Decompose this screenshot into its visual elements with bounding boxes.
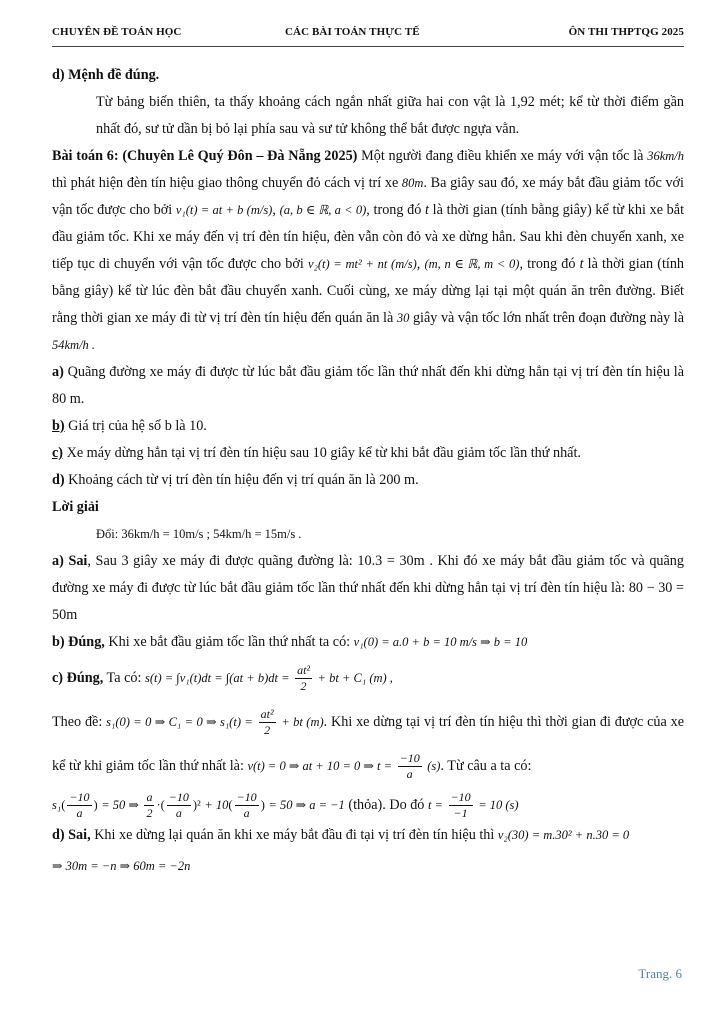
solution-theo: Theo đề: s₁(0) = 0 ⇒ C₁ = 0 ⇒ s₁(t) = $\frac{\text{at²}}{2}$ + bt (m). Khi xe dừng tại vị trí đèn tín hiệu thì thời gian đi được của xe kể từ khi giảm tốc lần thứ nhất là: v(t) = 0 ⇒ at + 10 = 0 ⇒ t = $\frac{-10}{a}$ (s). Từ câu a ta có: [52, 707, 685, 782]
header-left: CHUYÊN ĐỀ TOÁN HỌC [52, 26, 182, 38]
problem-title: Bài toán 6: (Chuyên Lê Quý Đôn – Đà Nẵng 2025) [52, 148, 358, 164]
solution-b: b) Đúng, Khi xe bắt đầu giảm tốc lần thứ nhất ta có: v₁(0) = a.0 + b = 10 m/s ⇒ b = 10 [52, 634, 528, 650]
page-content [52, 62, 684, 883]
problem-statement: Bài toán 6: (Chuyên Lê Quý Đôn – Đà Nẵng 2025) Một người đang điều khiển xe máy với vận tốc là 36km/h thì phát hiện đèn tín hiệu giao thông chuyển đỏ cách vị trí xe 80m. Ba giây sau đó, xe máy bắt đầu giảm tốc với vận tốc được cho bởi v₁(t) = at + b (m/s), (a, b ∈ ℝ, a < 0), trong đó t là thời gian (tính bằng giây) kể từ khi xe bắt đầu giảm tốc. Khi xe máy đến vị trí đèn tín hiệu, đèn vẫn còn đỏ và xe dừng hẳn. Sau khi đèn chuyển xanh, xe tiếp tục di chuyển với vận tốc được cho bởi v₂(t) = mt² + nt (m/s), (m, n ∈ ℝ, m < 0), trong đó t là thời gian (tính bằng giây) kể từ lúc đèn bắt đầu chuyển xanh. Cuối cùng, xe máy dừng lại tại một quán ăn trên đường. Biết rằng thời gian xe máy đi từ vị trí đèn tín hiệu đến quán ăn là 30 giây và vận tốc lớn nhất trên đoạn đường này là 54km/h . [52, 148, 685, 352]
option-c: c) Xe máy dừng hẳn tại vị trí đèn tín hiệu sau 10 giây kể từ khi bắt đầu giảm tốc lần thứ nhất. [52, 445, 581, 461]
solution-d: d) Sai, Khi xe dừng lại quán ăn khi xe máy bắt đầu đi tại vị trí đèn tín hiệu thì v₂(30) = m.30² + n.30 = 0 [52, 827, 630, 843]
header-center: CÁC BÀI TOÁN THỰC TẾ [285, 26, 420, 38]
prev-label: d) Mệnh đề đúng. [52, 67, 160, 83]
option-b: b) Giá trị của hệ số b là 10. [52, 418, 207, 434]
option-a: a) Quãng đường xe máy đi được từ lúc bắt đầu giảm tốc lần thứ nhất đến khi dừng hẳn tại vị trí đèn tín hiệu là 80 m. [52, 364, 685, 407]
option-d: d) Khoảng cách từ vị trí đèn tín hiệu đến vị trí quán ăn là 200 m. [52, 472, 419, 488]
page-header [52, 26, 684, 42]
solution-convert: Đổi: 36km/h = 10m/s ; 54km/h = 15m/s . [96, 527, 302, 541]
page-number: Trang. 6 [638, 966, 682, 981]
solution-d-math: ⇒ 30m = −n ⇒ 60m = −2n [52, 859, 191, 873]
solution-a: a) Sai, Sau 3 giây xe máy đi được quãng đường là: 10.3 = 30m . Khi đó xe máy bắt đầu giảm tốc và quãng đường xe máy đi được từ lúc bắt đầu giảm tốc lần thứ nhất đến khi dừng hẳn tại vị trí đèn tín hiệu là: 80 − 30 = 50m [52, 553, 684, 623]
solution-c: c) Đúng, Ta có: s(t) = ∫v₁(t)dt = ∫(at + b)dt = $\frac{\text{at²}}{2}$ + bt + C₁ (m) , [52, 663, 393, 694]
prev-text: Từ bảng biến thiên, ta thấy khoảng cách ngắn nhất giữa hai con vật là 1,92 mét; kể từ thời điểm gần nhất đó, sư tử dần bị bỏ lại phía sau và sư tử không thể bắt được ngựa vằn. [96, 94, 684, 137]
solution-title: Lời giải [52, 499, 99, 515]
header-rule [52, 46, 684, 47]
header-right: ÔN THI THPTQG 2025 [568, 26, 684, 38]
solution-s1: s₁( $\frac{-10}{a}$ ) = 50 ⇒ $\frac{a}{2}$ ·( $\frac{-10}{a}$ )² + 10( $\frac{-10}{a}$ ) = 50 ⇒ a = −1 (thỏa). Do đó t = $\frac{-10}{-1}$ = 10 (s) [52, 790, 519, 821]
